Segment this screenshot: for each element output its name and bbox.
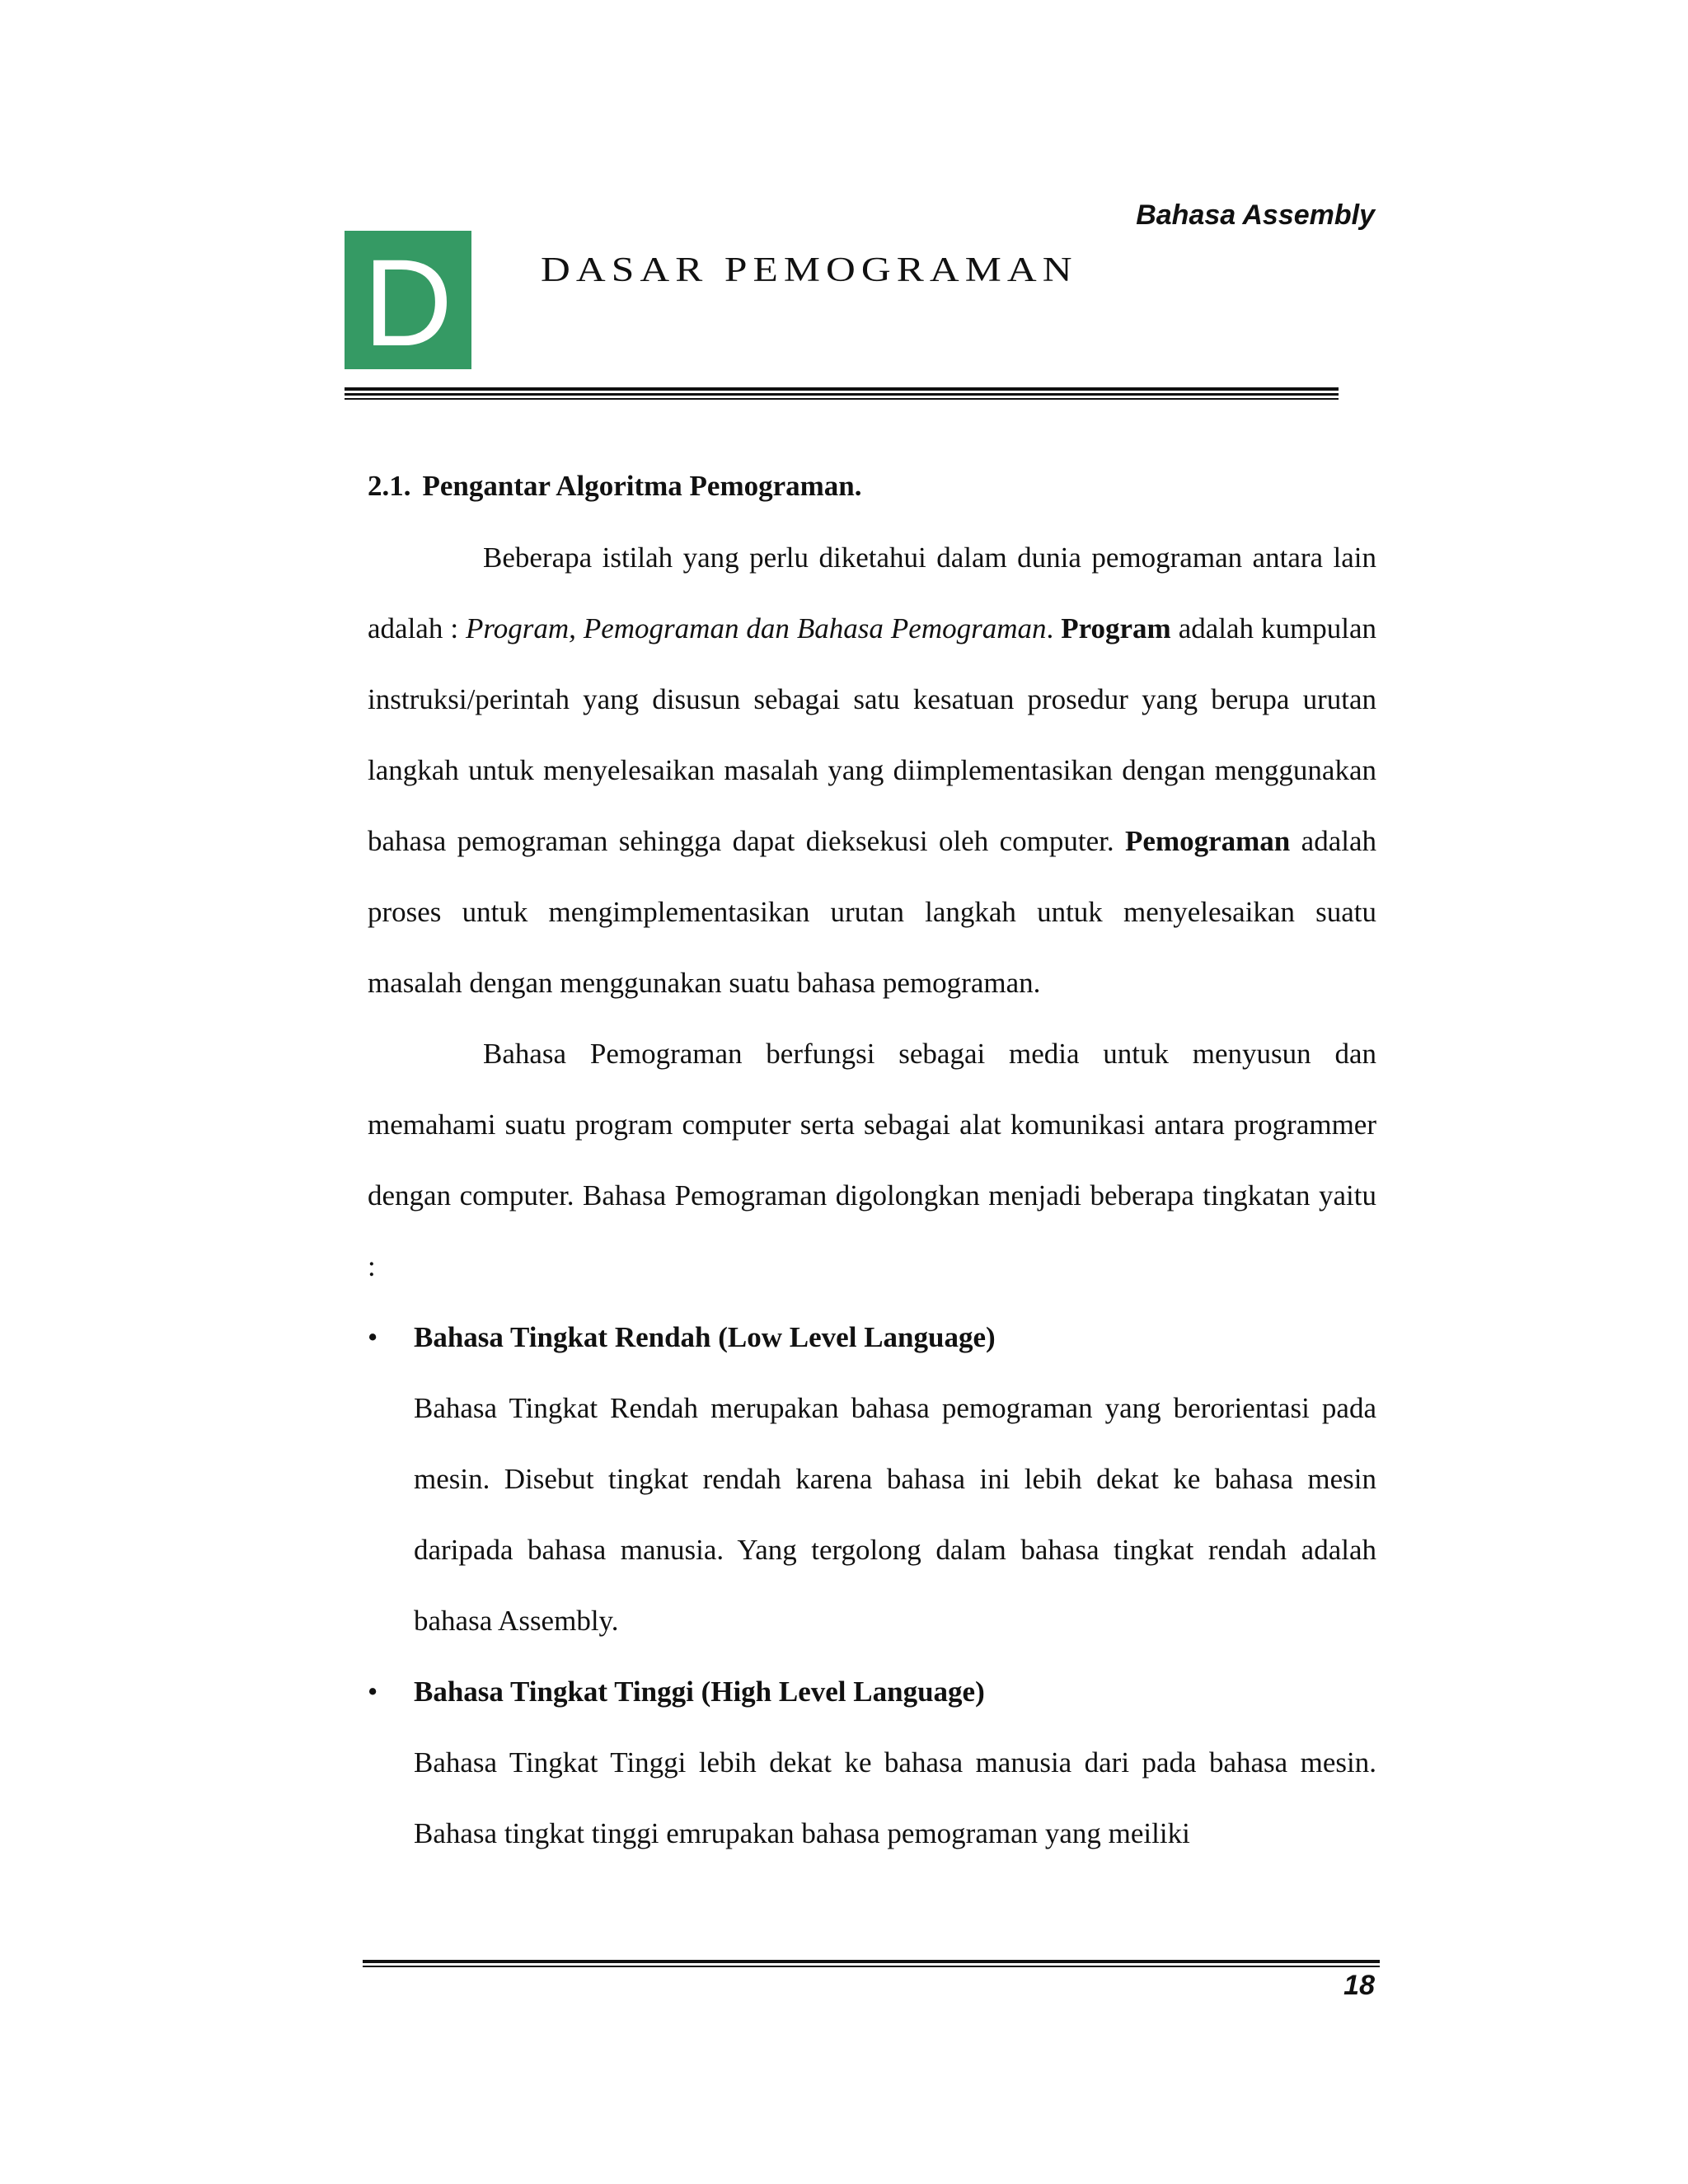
header-rule-top <box>345 387 1339 391</box>
bold-term-pemograman: Pemograman <box>1125 825 1291 857</box>
bullet-item-low-level <box>368 1302 1376 1373</box>
text-run: . <box>1046 612 1062 644</box>
bullet-marker: • <box>368 1675 378 1708</box>
bullet-title: Bahasa Tingkat Tinggi (High Level Language) <box>414 1675 985 1708</box>
text-run: adalah proses untuk mengimplementasikan urutan langkah untuk menyelesaikan suatu masalah dengan menggunakan suatu bahasa pemograman. <box>368 825 1377 999</box>
bullet-body: Bahasa Tingkat Rendah merupakan bahasa pemograman yang berorientasi pada mesin. Disebut tingkat rendah karena bahasa ini lebih dekat ke bahasa mesin daripada bahasa manusia. Yang tergolong dalam bahasa tingkat rendah adalah bahasa Assembly. <box>414 1392 1376 1637</box>
chapter-title: DASAR PEMOGRAMAN <box>541 251 1078 289</box>
main-content <box>368 462 1376 1869</box>
section-title: Pengantar Algoritma Pemograman. <box>422 470 862 502</box>
header-rule-middle <box>345 393 1339 396</box>
running-header: Bahasa Assembly <box>1136 199 1375 231</box>
footer-rule-top <box>363 1960 1380 1963</box>
bullet-body: Bahasa Tingkat Tinggi lebih dekat ke bahasa manusia dari pada bahasa mesin. Bahasa tingkat tinggi emrupakan bahasa pemograman yang meiliki <box>414 1746 1376 1849</box>
bold-term-program: Program <box>1061 612 1171 644</box>
italic-term-list: Program, Pemograman dan Bahasa Pemograman <box>466 612 1047 644</box>
paragraph-language-function: Bahasa Pemograman berfungsi sebagai media untuk menyusun dan memahami suatu program computer serta sebagai alat komunikasi antara programmer dengan computer. Bahasa Pemograman digolongkan menjadi beberapa tingkatan yaitu : <box>368 1038 1376 1282</box>
section-number: 2.1. <box>368 470 411 502</box>
chapter-letter: D <box>363 233 453 372</box>
footer-rule-bottom <box>363 1966 1380 1967</box>
paragraph-definitions <box>368 523 1376 1019</box>
bullet-marker: • <box>368 1321 378 1353</box>
text-run: adalah kumpulan instruksi/perintah yang disusun sebagai satu kesatuan prosedur yang berupa urutan langkah untuk menyelesaikan masalah yang diimplementasikan dengan menggunakan bahasa pemograman sehingga dapat dieksekusi oleh computer. <box>368 612 1376 857</box>
bullet-item-high-level <box>368 1657 1376 1727</box>
page-number: 18 <box>1343 1970 1375 2001</box>
header-rule-bottom <box>345 398 1339 400</box>
text-run: Beberapa istilah yang perlu diketahui dalam dunia pemograman antara lain adalah : <box>368 541 1376 644</box>
chapter-letter-box <box>345 231 471 372</box>
section-heading <box>368 462 1376 511</box>
bullet-title: Bahasa Tingkat Rendah (Low Level Language) <box>414 1321 996 1353</box>
